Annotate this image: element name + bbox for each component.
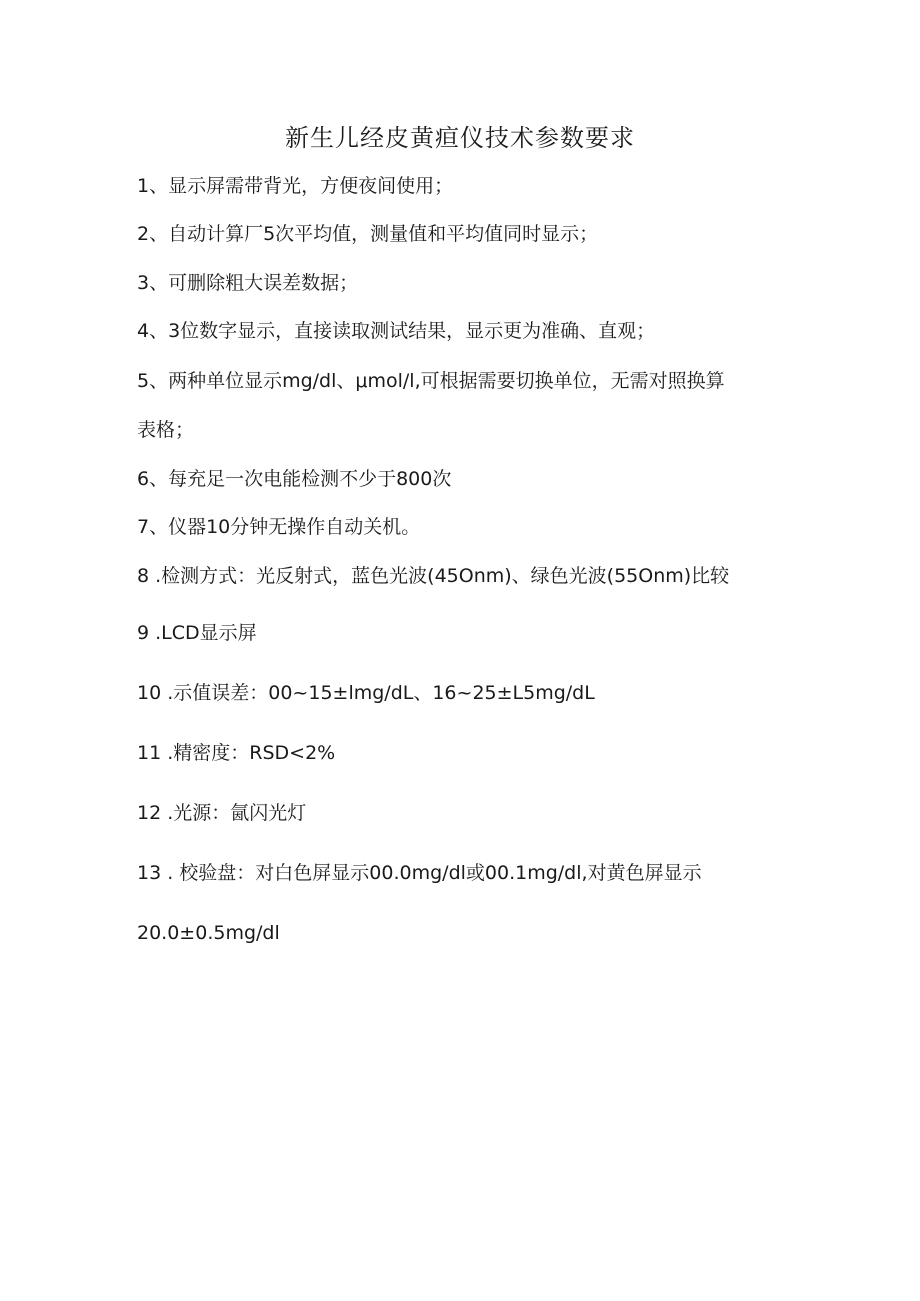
spec-line-3: 3、可删除粗大误差数据； [137,272,359,294]
spec-line-4: 4、3位数字显示，直接读取测试结果，显示更为准确、直观； [137,320,656,342]
document-title: 新生儿经皮黄疸仪技术参数要求 [285,124,635,152]
spec-line-1: 1、显示屏需带背光，方便夜间使用； [137,175,454,197]
spec-line-10: 10 .示值误差：00~15±lmg/dL、16~25±L5mg/dL [137,682,595,704]
spec-line-11: 11 .精密度：RSD<2% [137,742,336,764]
spec-line-2: 2、自动计算厂5次平均值，测量值和平均值同时显示； [137,223,599,245]
spec-line-6: 6、每充足一次电能检测不少于800次 [137,468,452,490]
spec-line-13: 13 . 校验盘：对白色屏显示00.0mg/dl或00.1mg/dl,对黄色屏显示 [137,862,702,884]
spec-line-5: 5、两种单位显示mg/dl、μmol/l,可根据需要切换单位，无需对照换算 [137,370,725,392]
spec-line-13-continued: 20.0±0.5mg/dl [137,922,280,944]
spec-line-9: 9 .LCD显示屏 [137,622,257,644]
spec-line-5-continued: 表格； [137,419,195,441]
spec-line-8: 8 .检测方式：光反射式，蓝色光波(45Onm)、绿色光波(55Onm)比较 [137,565,730,587]
spec-line-7: 7、仪器10分钟无操作自动关机。 [137,516,421,538]
spec-line-12: 12 .光源：氤闪光灯 [137,802,307,824]
